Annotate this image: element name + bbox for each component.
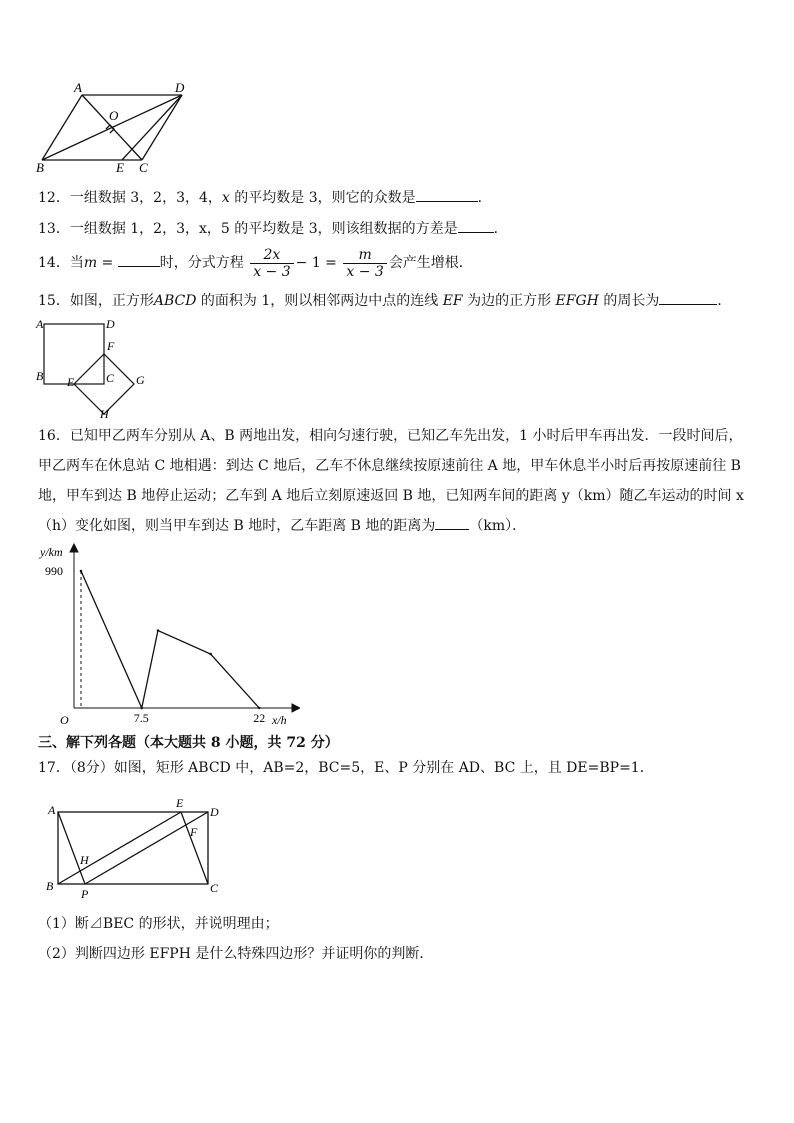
answer-blank[interactable] xyxy=(118,252,160,267)
data-point-3 xyxy=(210,653,211,654)
label-A: A xyxy=(48,803,56,817)
x-tick-7-5: 7.5 xyxy=(133,711,149,725)
data-point-2 xyxy=(157,630,158,631)
label-C: C xyxy=(210,881,219,895)
data-point-1 xyxy=(141,707,142,708)
label-O: O xyxy=(109,108,119,123)
figure-square-efgh xyxy=(32,314,152,420)
label-P: P xyxy=(81,887,89,901)
question-16: 16．已知甲乙两车分别从 A、B 两地出发，相向匀速行驶，已知乙车先出发，1 小时后甲车再出发．一段时间后，甲乙两车在休息站 C 地相遇：到达 C 地后，乙车不休息继续按原速前往 A 地，甲车休息半小时后再按原速前往 B 地，甲车到达 B 地停止运动；乙车到 A 地后立刻原速返回 B 地，已知两车间的距离 y（km）随乙车运动的时间 x（h）变化如图，则当甲车到达 B 地时，乙车距离 B 地的距离为 （km）． xyxy=(38,428,744,534)
label-B: B xyxy=(36,369,44,383)
answer-blank[interactable] xyxy=(416,187,478,202)
figure-parallelogram xyxy=(30,78,200,176)
y-tick-990: 990 xyxy=(45,564,63,578)
label-E: E xyxy=(116,160,124,175)
question-17: 17．（8分）如图，矩形 ABCD 中，AB=2，BC=5，E、P 分别在 AD、BC 上，且 DE=BP=1． xyxy=(38,760,654,776)
y-axis-label: y/km xyxy=(40,545,63,559)
data-point-0 xyxy=(80,570,81,571)
x-axis-arrow xyxy=(292,704,300,712)
figure-rectangle-efph xyxy=(38,792,230,904)
label-D: D xyxy=(175,80,185,95)
label-H: H xyxy=(100,407,109,420)
label-E: E xyxy=(176,796,184,810)
answer-blank[interactable] xyxy=(458,218,494,233)
label-C: C xyxy=(106,371,115,385)
x-axis-label: x/h xyxy=(272,713,287,727)
question-12: 12．一组数据 3，2，3，4，x 的平均数是 3，则它的众数是 ． xyxy=(38,187,492,208)
label-B: B xyxy=(46,879,54,893)
fraction-2x-over-x-3: $\frac{2x}{x - 3}$ xyxy=(250,247,293,280)
question-15: 15．如图，正方形ABCD 的面积为 1，则以相邻两边中点的连线 EF 为边的正方形 EFGH 的周长为 ． xyxy=(38,290,731,311)
question-17-part-2: （2）判断四边形 EFPH 是什么特殊四边形？并证明你的判断． xyxy=(38,946,434,962)
label-A: A xyxy=(36,317,44,331)
label-D: D xyxy=(106,317,115,331)
x-tick-22: 22 xyxy=(253,711,266,725)
label-C: C xyxy=(139,160,148,175)
label-B: B xyxy=(36,160,44,175)
fraction-m-over-x-3: $\frac{m}{x - 3}$ xyxy=(343,247,386,280)
question-13: 13．一组数据 1，2，3，x，5 的平均数是 3，则该组数据的方差是 ． xyxy=(38,218,508,239)
label-G: G xyxy=(136,373,145,387)
distance-time-chart xyxy=(30,540,300,728)
label-E: E xyxy=(67,375,75,389)
question-14: 14．当m = 时，分式方程 $\frac{2x}{x - 3}$ − 1 = $\frac{m}{x - 3}$ 会产生增根． xyxy=(38,246,473,280)
question-17-part-1: （1）断⊿BEC 的形状，并说明理由； xyxy=(38,916,279,932)
label-H: H xyxy=(80,853,89,867)
answer-blank[interactable] xyxy=(659,290,717,305)
section-3-title: 三、解下列各题（本大题共 8 小题，共 72 分） xyxy=(38,735,339,751)
label-F: F xyxy=(190,825,198,839)
y-axis-arrow xyxy=(70,544,78,552)
distance-series-line xyxy=(81,571,259,708)
label-F: F xyxy=(107,339,115,353)
label-D: D xyxy=(210,805,219,819)
answer-blank[interactable] xyxy=(435,515,469,530)
origin-label: O xyxy=(60,713,69,727)
data-point-4 xyxy=(259,707,260,708)
label-A: A xyxy=(74,80,82,95)
